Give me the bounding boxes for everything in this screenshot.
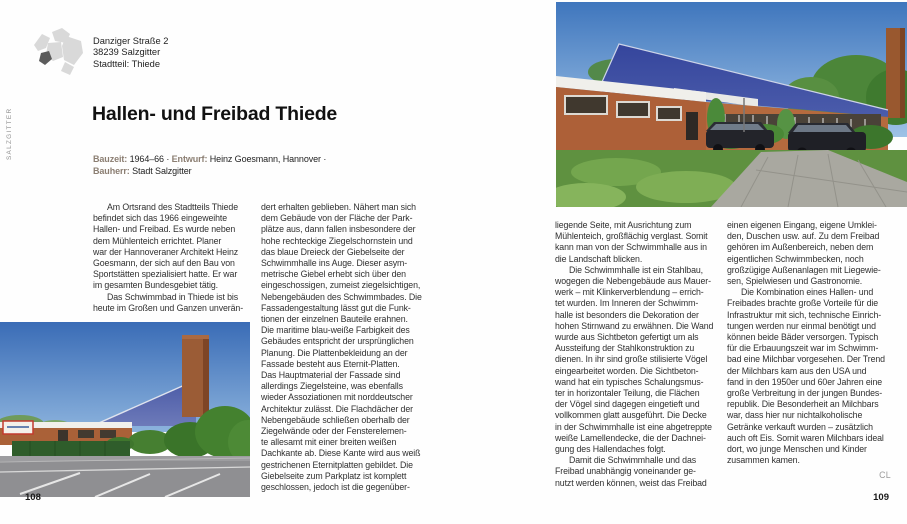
body-text-line: Getränke verkauft wurden – zusätzlich xyxy=(727,421,873,432)
body-text-line: Mühlenteich, großflächig verglast. Somit xyxy=(555,231,708,242)
body-text-line: Planung. Die Plattenbekleidung an der xyxy=(261,347,408,358)
body-text-line: dert erhalten geblieben. Nähert man sich xyxy=(261,202,416,212)
body-text-line: dem Mühlenteich errichtet. Planer xyxy=(93,235,222,246)
body-text-line: ter in horizontaler Teilung, die Flächen xyxy=(555,388,700,399)
meta-label: Bauherr: xyxy=(93,165,130,176)
body-text-line: te allesamt mit einer breiten weißen xyxy=(261,437,397,448)
body-text-line: Nebengebäude schließen oberhalb der xyxy=(261,414,410,425)
body-text-line: fand in den 1950er und 60er Jahren eine xyxy=(727,376,883,387)
body-text-line: dort, wo junge Menschen und Kinder xyxy=(727,444,867,455)
address-street: Danziger Straße 2 xyxy=(93,36,169,46)
body-text-line: Die Schwimmhalle ist ein Stahlbau, xyxy=(569,264,703,275)
page-edge-label: SALZGITTER xyxy=(6,107,13,160)
body-text-line: Freibades brachte große Vorteile für die xyxy=(727,298,879,309)
body-text-line: können beide Bäder versorgen. Typisch xyxy=(727,332,879,343)
green-fence xyxy=(12,441,130,457)
body-text-line: befindet sich das 1966 eingeweihte xyxy=(93,213,228,224)
address-city: 38239 Salzgitter xyxy=(93,47,161,58)
meta-label: Entwurf: xyxy=(171,154,208,164)
body-text-line: auch oft Eis. Somit waren Milchbars ideal xyxy=(727,432,884,443)
body-text-line: Hallen- und Freibad. Es wurde neben xyxy=(93,224,236,235)
body-text-line: wogegen die Nebengebäude aus Mauer- xyxy=(555,276,711,287)
body-lines-wrap xyxy=(727,220,891,466)
body-text-line: sen, Spielwiesen und Gastronomie. xyxy=(727,276,863,287)
photo-freibad-parking-view xyxy=(0,322,250,497)
map-districts xyxy=(34,28,83,75)
address-block xyxy=(93,36,168,70)
body-text-line: plätze aus, dann fallen insbesondere der xyxy=(261,224,416,235)
body-text-line: eingearbeitet worden. Die Sichtbeton- xyxy=(555,365,699,376)
body-text-line: zusammen kamen. xyxy=(727,455,800,466)
body-text-line: der Vögel sind dagegen eingetieft und xyxy=(555,399,700,410)
body-column-right-2 xyxy=(727,220,891,482)
body-text-line: Nebengebäuden des Schwimmbades. Die xyxy=(261,291,422,302)
project-meta xyxy=(93,154,326,178)
body-text-line: in der Schwimmhalle ist eine abgetreppte xyxy=(555,421,712,432)
body-text-line: tet wurden. Im Inneren der Schwimm- xyxy=(555,298,699,309)
body-text-line: hohen Stirnwand zu erwähnen. Die Wand xyxy=(555,320,714,331)
body-text-line: Fassade besteht aus Eternit-Platten. xyxy=(261,358,400,369)
photo-hallenbad-entrance-view xyxy=(556,2,907,207)
meta-label: Bauzeit: xyxy=(93,154,128,164)
body-text-line: eigentlichen Schwimmbecken, noch xyxy=(727,253,864,264)
body-text-line: tungen werden nur einmal benötigt und xyxy=(727,320,876,331)
meta-value: Heinz Goesmann, Hannover · xyxy=(209,154,327,164)
body-text-line: für die Erbauungszeit war im Schwimm- xyxy=(727,343,879,354)
body-text-line: große Verbreitung in der jungen Bundes- xyxy=(727,388,883,399)
salzgitter-districts-map-icon xyxy=(25,26,87,80)
body-text-line: Die Kombination eines Hallen- und xyxy=(741,287,874,298)
body-text-line: bad eine Milchbar vorgesehen. Der Trend xyxy=(727,354,885,365)
body-text-line: im gesamten Bundesgebiet tätig. xyxy=(93,280,219,291)
page-number-right: 109 xyxy=(873,492,889,503)
body-column-left-1 xyxy=(93,202,253,314)
body-text-line: Infrastruktur mit sich, technische Einrich- xyxy=(727,309,882,320)
body-text-line: Aussteifung der Stahlkonstruktion zu xyxy=(555,343,695,354)
body-text-line: Ziegelwände oder der Fensterelemen- xyxy=(261,426,407,437)
body-text-line: Damit die Schwimmhalle und das xyxy=(569,455,697,466)
body-text-line: das blaue Dreieck der Giebelseite der xyxy=(261,246,405,257)
body-text-line: großzügige Außenanlagen mit Liegewie- xyxy=(727,264,881,275)
body-text-line: gehören im Außenbereich, neben dem xyxy=(727,242,874,253)
body-text-line: der Milchbars kam aus den USA und xyxy=(727,365,867,376)
body-text-line: tionen der einzelnen Bauteile erahnen. xyxy=(261,314,408,325)
body-text-line: republik. Die Besonderheit an Milchbars xyxy=(727,399,879,410)
meta-value: 1964–66 · xyxy=(129,154,170,164)
body-text-line: wieder Assoziationen mit norddeutscher xyxy=(261,392,413,403)
body-text-line: halle ist besonders die Dekoration der xyxy=(555,309,699,320)
body-text-line: kann man von der Schwimmhalle aus in xyxy=(555,242,707,253)
body-text-line: einen eigenen Eingang, eigene Umklei- xyxy=(727,220,877,230)
body-text-line: eingeschossigen, zumeist ziegelsichtigen, xyxy=(261,280,421,291)
body-text-line: Sportstätten spezialisiert hatte. Er war xyxy=(93,269,238,280)
body-text-line: metrische Giebel erhebt sich über den xyxy=(261,269,406,280)
body-text-line: war der Hannoveraner Architekt Heinz xyxy=(93,246,239,257)
body-text-line: Fassadengestaltung lässt gut die Funk- xyxy=(261,302,411,313)
page-title: Hallen- und Freibad Thiede xyxy=(92,103,338,125)
body-text-line: dem Gebäude von der Fläche der Park- xyxy=(261,213,413,224)
body-column-right-1 xyxy=(555,220,719,489)
entrance-sign xyxy=(3,421,33,434)
body-text-line: Goesmann, der sich auf den Bau von xyxy=(93,258,235,269)
body-text-line: die Landschaft blicken. xyxy=(555,253,643,264)
body-text-line: Am Ortsrand des Stadtteils Thiede xyxy=(107,202,238,212)
body-text-line: werk – mit Klinkerverblendung – errich- xyxy=(555,287,704,298)
page-number-left: 108 xyxy=(25,492,41,503)
body-text-line: Gebäudes entspricht der ursprünglichen xyxy=(261,336,414,347)
body-text-line: allerdings Ziegelsteine, was ebenfalls xyxy=(261,381,403,392)
body-text-line: gung des Hallendaches folgt. xyxy=(555,444,666,455)
body-text-line: wurde aus Sichtbeton gefertigt um als xyxy=(555,332,699,343)
body-text-line: nutzt werden können, weist das Freibad xyxy=(555,477,707,488)
body-text-line: Freibad unabhängig voneinander ge- xyxy=(555,466,696,477)
body-text-line: weiße Lamellendecke, die der Dachnei- xyxy=(555,432,706,443)
body-text-line: den, Duschen usw. auf. Zu dem Freibad xyxy=(727,231,880,242)
body-text-line: hohe rechteckige Ziegelschornstein und xyxy=(261,235,413,246)
body-text-line: war, dass hier nur nichtalkoholische xyxy=(727,410,863,421)
body-text-line: geschlossen, jedoch ist die gegenüber- xyxy=(261,482,410,493)
body-text-line: Das Hauptmaterial der Fassade sind xyxy=(261,370,401,381)
body-text-line: vollkommen glatt ausgeführt. Die Decke xyxy=(555,410,707,421)
body-text-line: Schwimmhalle ins Auge. Dieser asym- xyxy=(261,258,408,269)
body-text-line: dienen. In ihr sind große stilisierte Vögel xyxy=(555,354,708,365)
body-text-line: heute im Großen und Ganzen unverän- xyxy=(93,302,244,313)
body-text-line: Giebelseite zum Parkplatz ist komplett xyxy=(261,470,407,481)
body-text-line: Die maritime blau-weiße Farbigkeit des xyxy=(261,325,410,336)
body-text-line: liegende Seite, mit Ausrichtung zum xyxy=(555,220,692,230)
address-district: Stadtteil: Thiede xyxy=(93,58,161,69)
body-text-line: Architektur zulässt. Die Flachdächer der xyxy=(261,403,413,414)
body-text-line: wand hat ein typisches Schalungsmus- xyxy=(555,376,704,387)
meta-line-2 xyxy=(93,166,326,178)
body-text-line: Dachkante ab. Diese Kante wird aus weiß xyxy=(261,448,421,459)
brick-chimney xyxy=(182,335,209,417)
meta-line-1 xyxy=(93,154,326,166)
author-initials: CL xyxy=(879,470,891,481)
body-text-line: gestrichenen Eternitplatten gebildet. Die xyxy=(261,459,413,470)
body-column-left-2 xyxy=(261,202,424,493)
body-text-line: Das Schwimmbad in Thiede ist bis xyxy=(107,291,239,302)
brick-chimney xyxy=(886,28,905,118)
meta-value: Stadt Salzgitter xyxy=(132,165,192,176)
parking-lot xyxy=(0,456,250,497)
